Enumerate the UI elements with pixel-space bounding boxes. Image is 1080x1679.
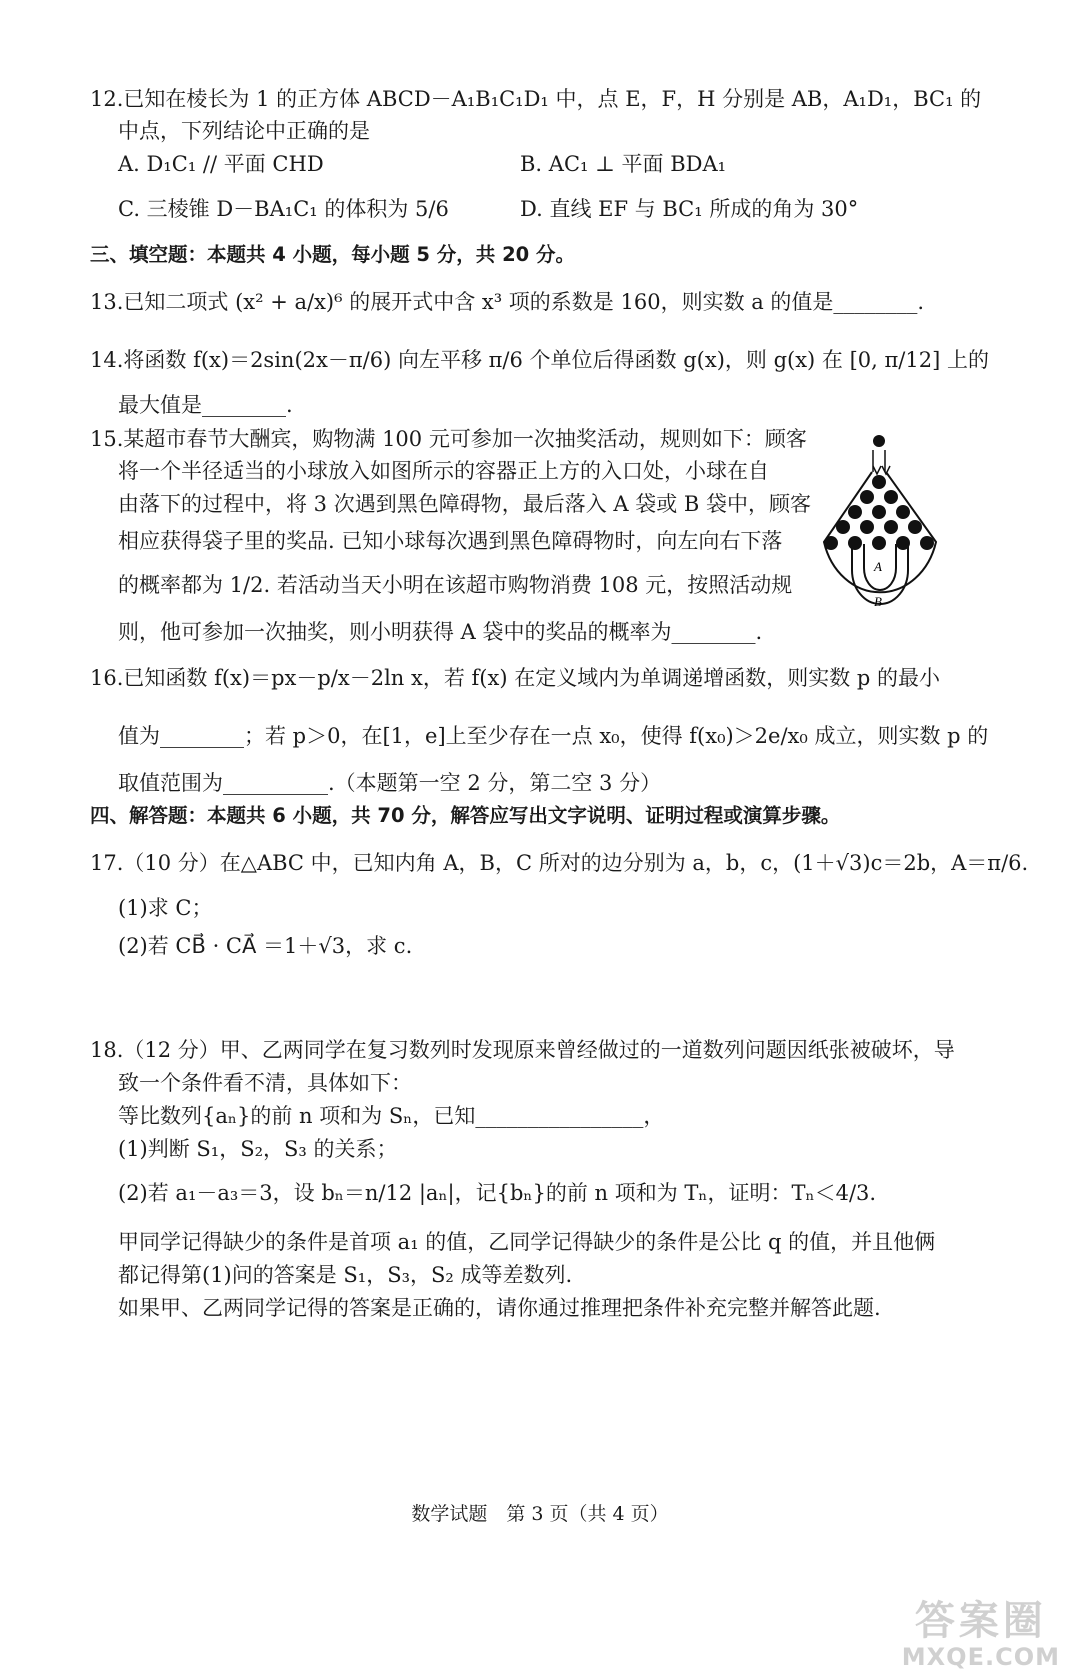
q16-line1: 16.已知函数 f(x)＝px－p/x－2ln x，若 f(x) 在定义域内为单调递增函数，则实数 p 的最小: [90, 666, 940, 690]
q15-line3: 由落下的过程中，将 3 次遇到黑色障碍物，最后落入 A 袋或 B 袋中，顾客: [118, 492, 812, 516]
q12-option-b: B. AC₁ ⊥ 平面 BDA₁: [520, 152, 727, 176]
section-4-heading: 四、解答题：本题共 6 小题，共 70 分，解答应写出文字说明、证明过程或演算步骤。: [90, 804, 841, 827]
entry-ball: [873, 435, 885, 447]
page-footer: 数学试题 第 3 页（共 4 页）: [411, 1503, 669, 1525]
q18-line3: 等比数列{aₙ}的前 n 项和为 Sₙ，已知________________，: [118, 1104, 665, 1128]
q15-line2: 将一个半径适当的小球放入如图所示的容器正上方的入口处，小球在自: [118, 459, 769, 483]
q17-line3: (2)若 CB⃗ · CA⃗ ＝1＋√3，求 c.: [118, 934, 413, 958]
q15-line6: 则，他可参加一次抽奖，则小明获得 A 袋中的奖品的概率为________.: [118, 620, 763, 644]
section-3-heading: 三、填空题：本题共 4 小题，每小题 5 分，共 20 分。: [90, 243, 576, 266]
obstacle-pegs: [824, 475, 934, 550]
q18-line5: (2)若 a₁－a₃＝3，设 bₙ＝n/12 |aₙ|，记{bₙ}的前 n 项和为 Tₙ，证明：Tₙ＜4/3.: [118, 1181, 877, 1205]
q18-line7: 都记得第(1)问的答案是 S₁，S₃，S₂ 成等差数列.: [118, 1263, 573, 1287]
q12-line1: 12.已知在棱长为 1 的正方体 ABCD－A₁B₁C₁D₁ 中，点 E，F，H 分别是 AB，A₁D₁，BC₁ 的: [90, 87, 982, 111]
q15-line5: 的概率都为 1/2. 若活动当天小明在该超市购物消费 108 元，按照活动规: [118, 573, 793, 597]
q14-line2: 最大值是________.: [118, 393, 293, 417]
q18-line4: (1)判断 S₁，S₂，S₃ 的关系；: [118, 1137, 398, 1161]
bag-b-label: B: [874, 594, 882, 609]
q15-galton-figure: [816, 430, 946, 620]
watermark-main-text: 答案圈: [914, 1598, 1047, 1644]
q17-line2: (1)求 C；: [118, 896, 213, 920]
q12-option-c: C. 三棱锥 D－BA₁C₁ 的体积为 5/6: [118, 197, 449, 221]
watermark-logo: [902, 1599, 1060, 1671]
q12-option-d: D. 直线 EF 与 BC₁ 所成的角为 30°: [520, 197, 859, 221]
bag-a-label: A: [874, 559, 882, 574]
q17-line1: 17.（10 分）在△ABC 中，已知内角 A，B，C 所对的边分别为 a，b，c，(1＋√3)c＝2b，A＝π/6.: [90, 851, 1029, 875]
q16-line2: 值为________；若 p＞0，在[1，e]上至少存在一点 x₀，使得 f(x₀)＞2e/x₀ 成立，则实数 p 的: [118, 724, 989, 748]
q14-line1: 14.将函数 f(x)＝2sin(2x－π/6) 向左平移 π/6 个单位后得函数 g(x)，则 g(x) 在 [0, π/12] 上的: [90, 348, 989, 372]
q18-line1: 18.（12 分）甲、乙两同学在复习数列时发现原来曾经做过的一道数列问题因纸张被破坏，导: [90, 1038, 955, 1062]
q12-option-a: A. D₁C₁ // 平面 CHD: [118, 152, 324, 176]
q15-line1: 15.某超市春节大酬宾，购物满 100 元可参加一次抽奖活动，规则如下：顾客: [90, 427, 807, 451]
watermark-site-text: MXQE.COM: [901, 1643, 1060, 1671]
q18-line2: 致一个条件看不清，具体如下：: [118, 1071, 412, 1095]
q13: 13.已知二项式 (x² + a/x)⁶ 的展开式中含 x³ 项的系数是 160，则实数 a 的值是________.: [90, 290, 925, 314]
q18-line6: 甲同学记得缺少的条件是首项 a₁ 的值，乙同学记得缺少的条件是公比 q 的值，并且他俩: [118, 1230, 936, 1254]
q16-line3: 取值范围为__________.（本题第一空 2 分，第二空 3 分）: [118, 771, 662, 795]
q18-line8: 如果甲、乙两同学记得的答案是正确的，请你通过推理把条件补充完整并解答此题.: [118, 1296, 881, 1320]
q15-line4: 相应获得袋子里的奖品. 已知小球每次遇到黑色障碍物时，向左向右下落: [118, 529, 783, 553]
q12-line2: 中点，下列结论中正确的是: [118, 119, 370, 143]
